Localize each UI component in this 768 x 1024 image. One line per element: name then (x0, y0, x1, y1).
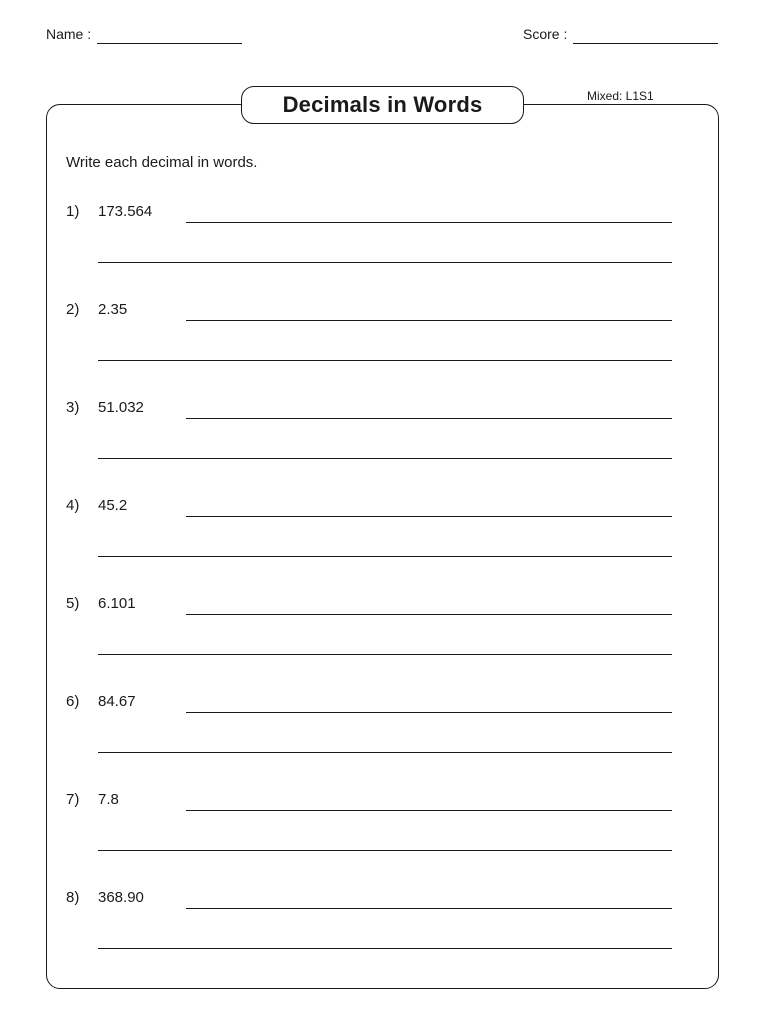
answer-line[interactable] (98, 458, 672, 459)
answer-line[interactable] (186, 516, 672, 517)
answer-line[interactable] (98, 654, 672, 655)
problem-decimal: 6.101 (98, 595, 136, 612)
answer-line[interactable] (186, 222, 672, 223)
answer-line[interactable] (98, 752, 672, 753)
problem-number: 6) (66, 693, 80, 710)
answer-line[interactable] (186, 810, 672, 811)
answer-line[interactable] (98, 948, 672, 949)
problem-number: 5) (66, 595, 80, 612)
score-field-line[interactable] (573, 43, 718, 44)
problem-item (0, 889, 768, 969)
answer-line[interactable] (186, 320, 672, 321)
name-field-line[interactable] (97, 43, 242, 44)
instruction-text: Write each decimal in words. (66, 154, 258, 171)
problem-decimal: 45.2 (98, 497, 128, 514)
problem-item (0, 693, 768, 773)
problem-item (0, 595, 768, 675)
problem-decimal: 368.90 (98, 889, 144, 906)
answer-line[interactable] (98, 850, 672, 851)
answer-line[interactable] (186, 712, 672, 713)
problem-item (0, 203, 768, 283)
problem-decimal: 2.35 (98, 301, 128, 318)
problem-item (0, 399, 768, 479)
answer-line[interactable] (98, 360, 672, 361)
problem-item (0, 791, 768, 871)
problem-decimal: 173.564 (98, 203, 153, 220)
problem-item (0, 301, 768, 381)
answer-line[interactable] (186, 614, 672, 615)
problem-item (0, 497, 768, 577)
problem-number: 8) (66, 889, 80, 906)
score-label: Score : (523, 26, 568, 42)
problem-decimal: 84.67 (98, 693, 136, 710)
version-code: Mixed: L1S1 (587, 89, 654, 103)
problem-decimal: 51.032 (98, 399, 144, 416)
problem-decimal: 7.8 (98, 791, 119, 808)
answer-line[interactable] (186, 908, 672, 909)
problem-number: 1) (66, 203, 80, 220)
problem-number: 7) (66, 791, 80, 808)
answer-line[interactable] (98, 556, 672, 557)
answer-line[interactable] (186, 418, 672, 419)
problem-number: 4) (66, 497, 80, 514)
answer-line[interactable] (98, 262, 672, 263)
problem-number: 3) (66, 399, 80, 416)
worksheet-title: Decimals in Words (241, 86, 524, 124)
name-label: Name : (46, 26, 92, 42)
problem-number: 2) (66, 301, 80, 318)
